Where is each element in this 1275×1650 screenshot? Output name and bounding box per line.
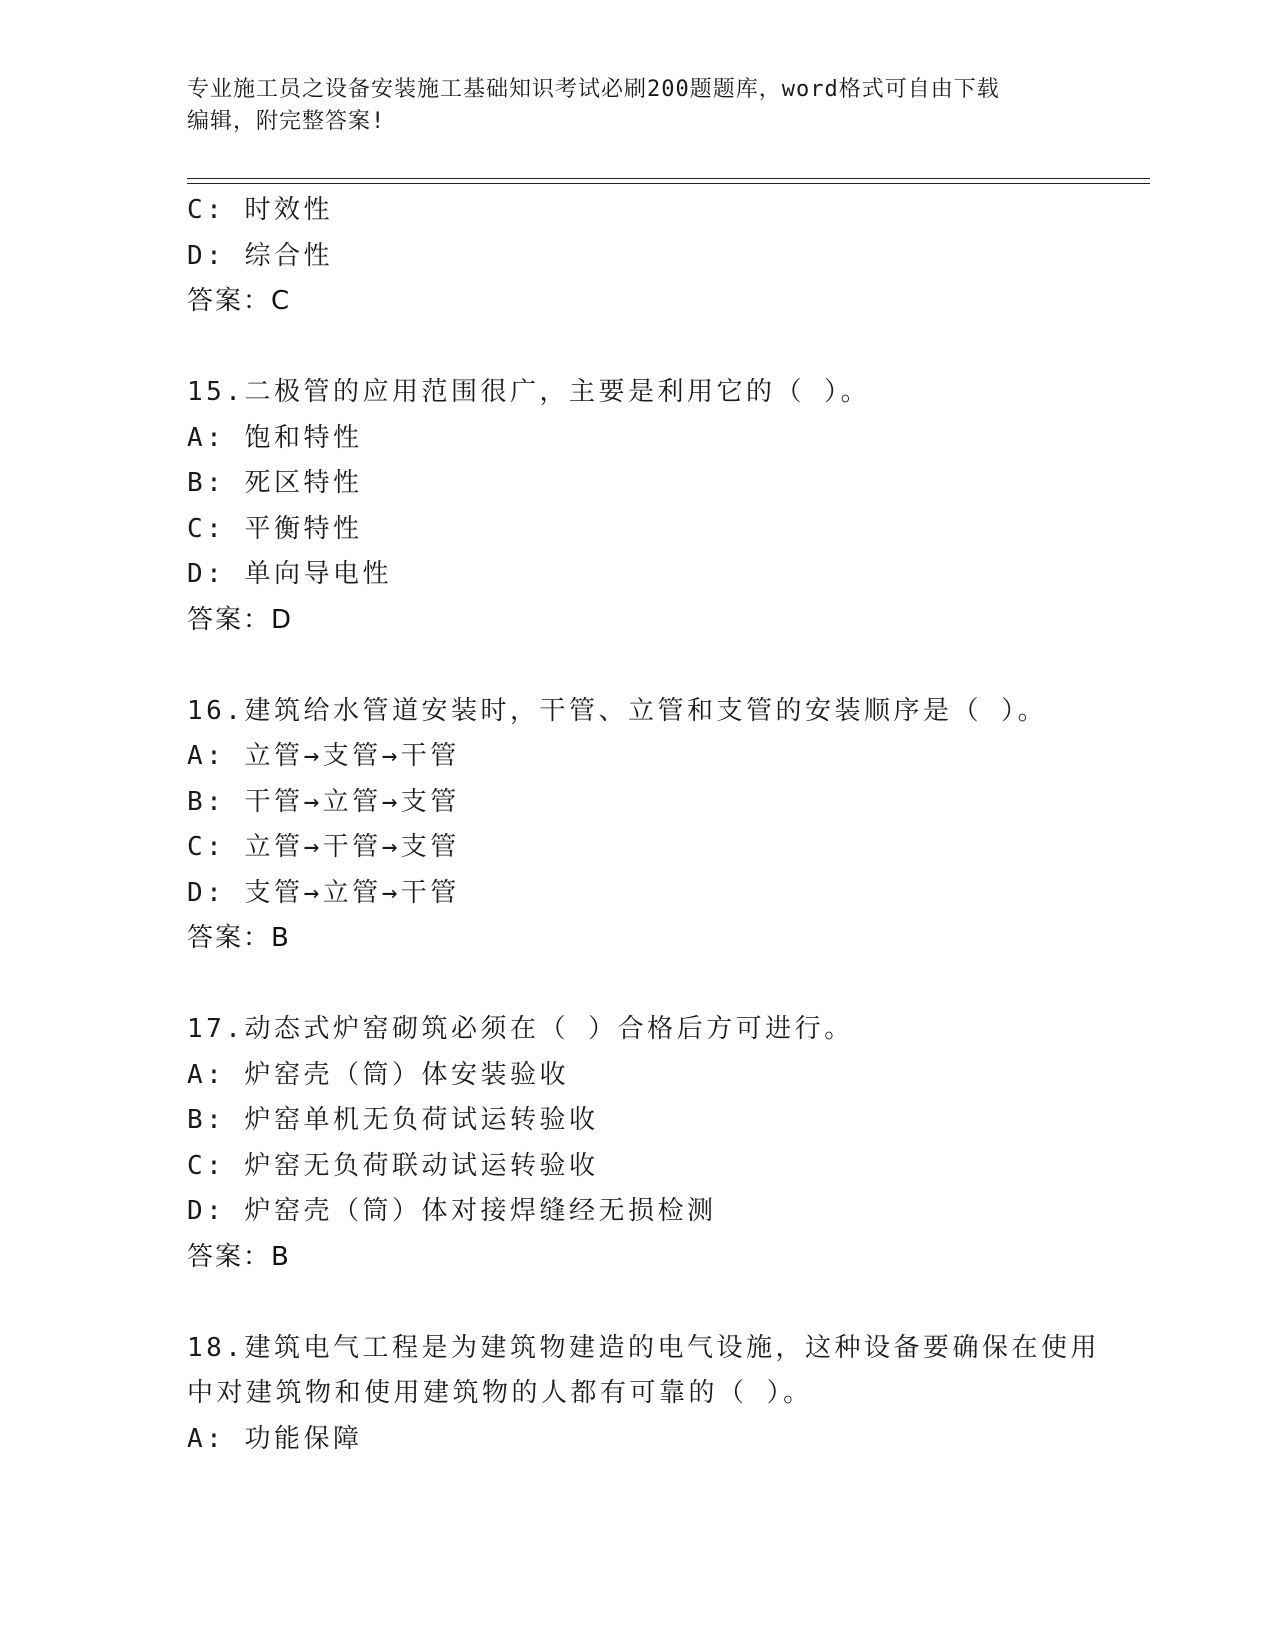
- question-block-14: [187, 188, 1087, 325]
- spacer: [187, 1280, 1087, 1326]
- option-c: C: 炉窑无负荷联动试运转验收: [187, 1150, 599, 1181]
- option-d: D: 综合性: [187, 240, 333, 271]
- question-stem: 16.建筑给水管道安装时，干管、立管和支管的安装顺序是（ ）。: [187, 695, 1048, 726]
- option-d: D: 炉窑壳（筒）体对接焊缝经无损检测: [187, 1196, 717, 1226]
- option-b: B: 死区特性: [187, 468, 363, 498]
- spacer: [187, 643, 1087, 689]
- option-c: C: 时效性: [187, 195, 333, 225]
- question-stem-line-1: 18.建筑电气工程是为建筑物建造的电气设施，这种设备要确保在使用: [187, 1332, 1100, 1363]
- option-b: B: 炉窑单机无负荷试运转验收: [187, 1105, 599, 1135]
- header-title-line-2: 编辑，附完整答案!: [187, 109, 386, 134]
- header-divider-bottom: [187, 183, 1150, 184]
- option-a: A: 立管→支管→干管: [187, 741, 460, 771]
- question-block-17: [187, 1007, 1087, 1280]
- answer-line: 答案：D: [187, 604, 294, 635]
- option-c: C: 立管→干管→支管: [187, 832, 460, 862]
- option-a: A: 功能保障: [187, 1423, 363, 1454]
- spacer: [187, 962, 1087, 1008]
- option-c: C: 平衡特性: [187, 513, 363, 544]
- option-d: D: 单向导电性: [187, 559, 392, 589]
- spacer: [187, 325, 1087, 371]
- answer-line: 答案：B: [187, 923, 291, 953]
- header-title-line-1: 专业施工员之设备安装施工基础知识考试必刷200题题库，word格式可自由下载: [187, 77, 1000, 102]
- answer-line: 答案：C: [187, 286, 292, 316]
- option-a: A: 炉窑壳（筒）体安装验收: [187, 1059, 569, 1090]
- question-stem: 17.动态式炉窑砌筑必须在（ ）合格后方可进行。: [187, 1014, 854, 1044]
- question-block-16: [187, 689, 1087, 962]
- option-d: D: 支管→立管→干管: [187, 877, 460, 908]
- question-block-15: [187, 370, 1087, 643]
- question-stem: 15.二极管的应用范围很广，主要是利用它的（ ）。: [187, 377, 871, 407]
- answer-line: 答案：B: [187, 1241, 291, 1272]
- question-stem-line-2: 中对建筑物和使用建筑物的人都有可靠的（ ）。: [187, 1378, 813, 1408]
- option-b: B: 干管→立管→支管: [187, 786, 460, 817]
- page-header: [187, 74, 1087, 138]
- header-divider-top: [187, 178, 1150, 179]
- option-a: A: 饱和特性: [187, 422, 363, 453]
- question-block-18: [187, 1326, 1100, 1463]
- question-list: [187, 188, 1100, 1462]
